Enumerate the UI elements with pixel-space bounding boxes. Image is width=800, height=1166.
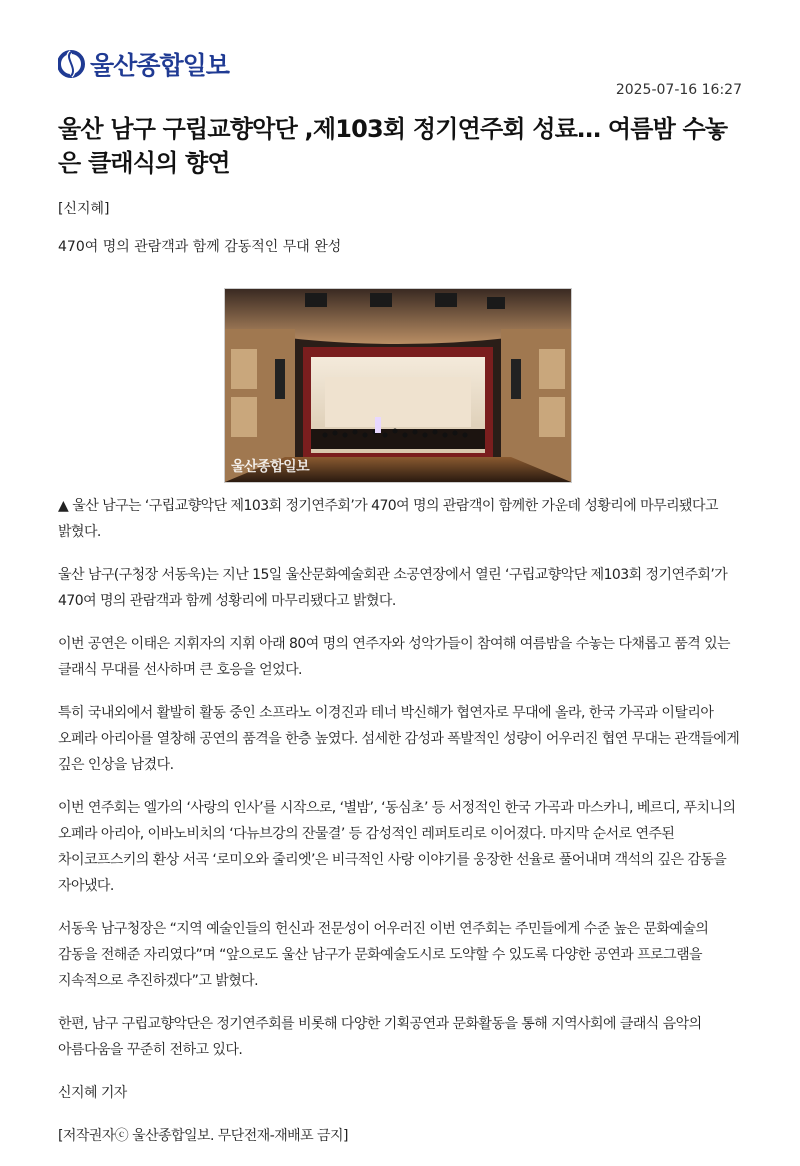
caption-text: 울산 남구는 ‘구립교향악단 제103회 정기연주회’가 470여 명의 관람객이 함께한 가운데 성황리에 마무리됐다고 밝혔다. [58,498,718,540]
article-paragraph: 서동욱 남구청장은 “지역 예술인들의 헌신과 전문성이 어우러진 이번 연주회는 주민들에게 수준 높은 문화예술의 감동을 전해준 자리였다”며 “앞으로도 울산 남구가 문화예술도시로 도약할 수 있도록 다양한 공연과 프로그램을 지속적으로 추진하겠다”고 밝혔다. [58,921,709,989]
photo-caption [58,493,748,545]
article-body [58,493,748,1166]
concert-hall-image [225,289,571,482]
article-subhead: 470여 명의 관람객과 함께 감동적인 무대 완성 [58,239,342,255]
byline: [신지혜] [58,201,110,217]
logo-text: 울산종합일보 [90,51,229,80]
publish-datetime: 2025-07-16 16:27 [615,82,742,98]
caption-triangle-icon: ▲ [58,498,69,514]
reporter-name: 신지혜 기자 [58,1085,127,1101]
concert-photo [224,288,572,483]
site-logo[interactable] [58,44,229,84]
copyright-notice: [저작권자ⓒ 울산종합일보. 무단전재-재배포 금지] [58,1128,348,1144]
article-headline: 울산 남구 구립교향악단 ,제103회 정기연주회 성료… 여름밤 수놓은 클래식의 향연 [58,115,728,177]
article-paragraph: 이번 공연은 이태은 지휘자의 지휘 아래 80여 명의 연주자와 성악가들이 참여해 여름밤을 수놓는 다채롭고 품격 있는 클래식 무대를 선사하며 큰 호응을 얻었다. [58,636,731,678]
article-paragraph: 한편, 남구 구립교향악단은 정기연주회를 비롯해 다양한 기획공연과 문화활동을 통해 지역사회에 클래식 음악의 아름다움을 꾸준히 전하고 있다. [58,1016,702,1058]
photo-watermark: 울산종합일보 [231,459,310,475]
article-paragraph: 울산 남구(구청장 서동욱)는 지난 15일 울산문화예술회관 소공연장에서 열린 ‘구립교향악단 제103회 정기연주회’가 470여 명의 관람객과 함께 성황리에 마무리됐다고 밝혔다. [58,567,728,609]
logo-swirl-icon [58,48,86,80]
article-paragraph: 이번 연주회는 엘가의 ‘사랑의 인사’를 시작으로, ‘별밤’, ‘동심초’ 등 서정적인 한국 가곡과 마스카니, 베르디, 푸치니의 오페라 아리아, 이바노비치의 ‘다뉴브강의 잔물결’ 등 감성적인 레퍼토리로 이어졌다. 마지막 순서로 연주된 차이코프스키의 환상 서곡 ‘로미오와 줄리엣’은 비극적인 사랑 이야기를 웅장한 선율로 풀어내며 객석의 깊은 감동을 자아냈다. [58,800,736,894]
article-paragraph: 특히 국내외에서 활발히 활동 중인 소프라노 이경진과 테너 박신해가 협연자로 무대에 올라, 한국 가곡과 이탈리아 오페라 아리아를 열창해 공연의 품격을 한층 높였다. 섬세한 감성과 폭발적인 성량이 어우러진 협연 무대는 관객들에게 깊은 인상을 남겼다. [58,705,740,773]
